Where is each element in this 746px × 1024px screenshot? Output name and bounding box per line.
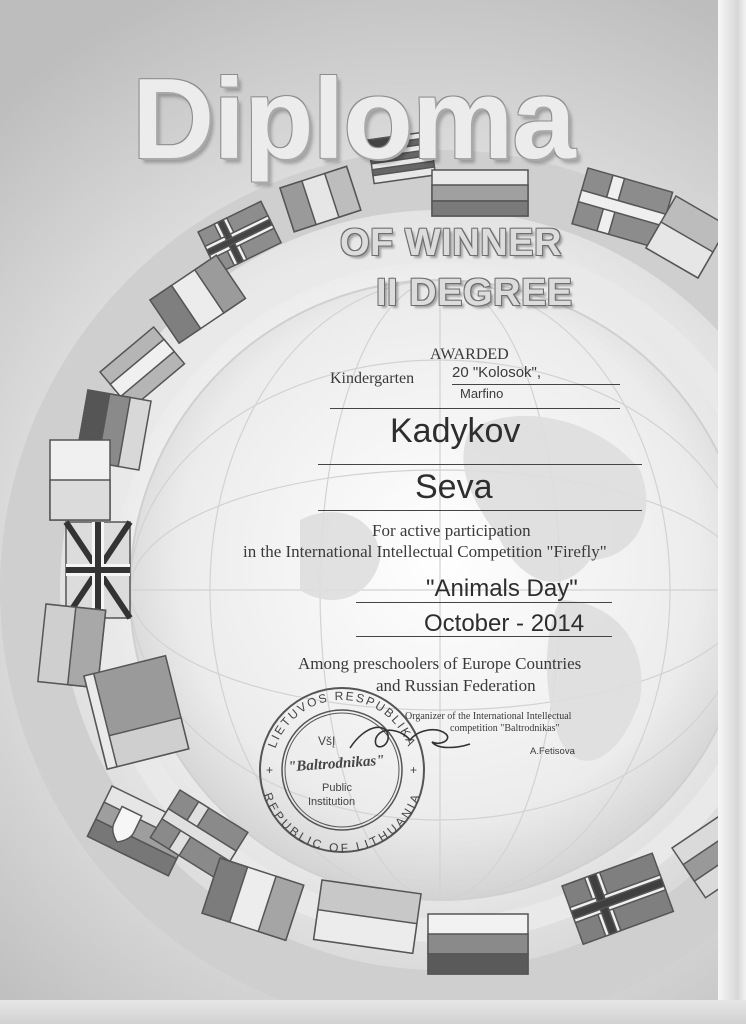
stamp-institution: Institution [308,796,356,808]
flag-pale-icon [50,440,110,520]
organizer-line1: Organizer of the International Intellectual [405,711,572,722]
surname-underline [318,464,642,465]
event-name: "Animals Day" [426,575,578,602]
subtitle-degree: II DEGREE [376,272,573,314]
diploma-title: Diploma [132,56,575,183]
svg-text:+: + [410,763,418,777]
subtitle-of-winner: OF WINNER [340,222,562,264]
kindergarten-label: Kindergarten [330,370,415,387]
participation-line2: in the International Intellectual Competition "Firefly" [243,542,607,561]
kindergarten-place: Marfino [460,386,504,401]
among-line2: and Russian Federation [376,676,536,695]
organizer-line2: competition "Baltrodnikas" [450,723,560,734]
first-name-underline [318,510,642,511]
among-line1: Among preschoolers of Europe Countries [298,654,582,673]
winner-first-name: Seva [415,468,493,506]
stamp-name: "Baltrodnikas" [287,752,386,776]
kindergarten-underline [452,384,620,385]
stamp-top-text: LIETUVOS RESPUBLIKA [264,688,420,750]
svg-text:+: + [266,763,274,777]
divider-line [330,408,620,409]
scan-edge-bottom [0,1000,746,1024]
awarded-label: AWARDED [430,346,509,363]
flag-uk-icon [66,522,130,618]
stamp-public: Public [322,782,352,794]
event-underline [356,602,612,603]
winner-surname: Kadykov [390,412,521,450]
organizer-name: A.Fetisova [530,746,575,757]
event-date: October - 2014 [424,610,585,637]
date-underline [356,636,612,637]
participation-line1: For active participation [372,521,531,540]
kindergarten-value: 20 "Kolosok", [452,364,542,381]
flag-ukraine-icon [314,880,421,953]
scan-edge-right [718,0,746,1024]
flag-russia-bottom-icon [428,914,528,974]
stamp-vsi: VšĮ [318,734,336,748]
stamp-bottom-text: REPUBLIC OF LITHUANIA [260,790,424,856]
